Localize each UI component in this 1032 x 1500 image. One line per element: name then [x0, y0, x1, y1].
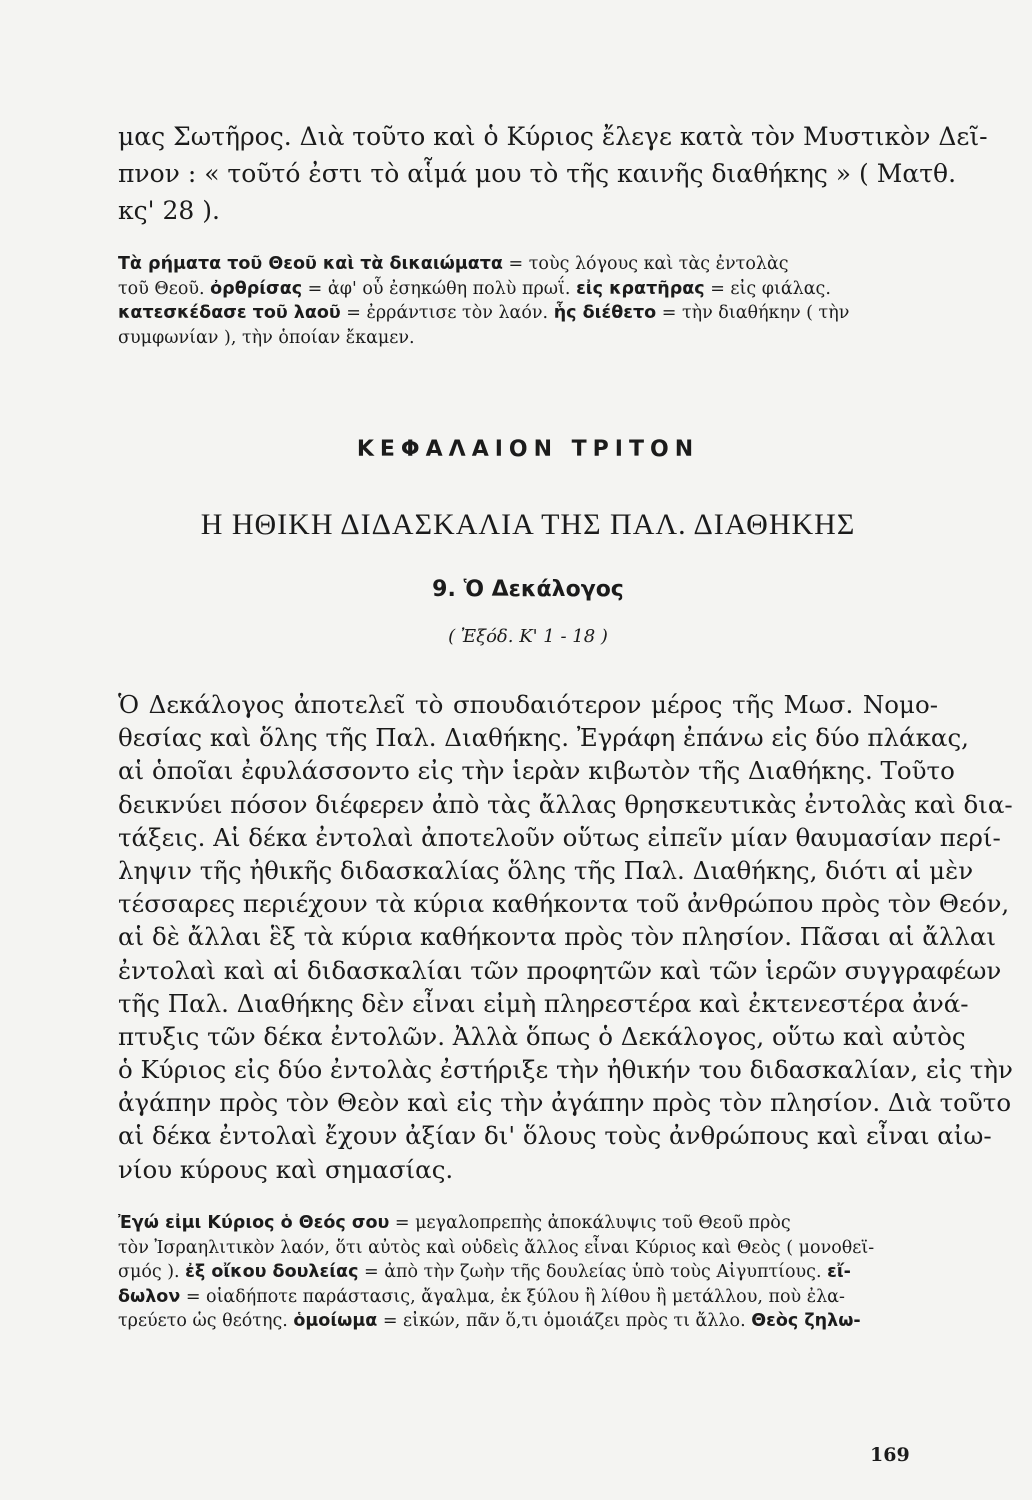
gloss-line: [118, 1236, 938, 1261]
gloss-text: = οἱαδήποτε παράστασις, ἄγαλμα, ἐκ ξύλου ἢ λίθου ἢ μετάλλου, ποὺ ἐλα-: [180, 1286, 845, 1307]
page-number: 169: [870, 1444, 910, 1466]
text-line: πνον : « τοῦτό ἐστι τὸ αἷμά μου τὸ τῆς καινῆς διαθήκης » ( Ματθ.: [118, 159, 957, 188]
gloss-line: [118, 1309, 938, 1334]
chapter-heading: ΚΕΦΑΛΑΙΟΝ ΤΡΙΤΟΝ: [356, 437, 700, 462]
gloss-text: = μεγαλοπρεπὴς ἀποκάλυψις τοῦ Θεοῦ πρὸς: [389, 1213, 791, 1233]
glossary-notes-2: [118, 1211, 938, 1334]
text-line: τέσσαρες περιέχουν τὰ κύρια καθήκοντα τοῦ ἀνθρώπου πρὸς τὸν Θεόν,: [118, 889, 1010, 919]
text-line: αἱ ὁποῖαι ἐφυλάσσοντο εἰς τὴν ἱερὰν κιβωτὸν τῆς Διαθήκης. Τοῦτο: [118, 756, 955, 786]
text-line: Ὁ Δεκάλογος ἀποτελεῖ τὸ σπουδαιότερον μέρος τῆς Μωσ. Νομο-: [118, 690, 938, 719]
main-paragraph: [118, 688, 1013, 1186]
text-line: τάξεις. Αἱ δέκα ἐντολαὶ ἀποτελοῦν οὕτως εἰπεῖν μίαν θαυμασίαν περί-: [118, 822, 1001, 852]
gloss-text: = εἰκών, πᾶν ὅ,τι ὁμοιάζει πρὸς τι ἄλλο.: [377, 1311, 752, 1331]
gloss-text: συμφωνίαν ), τὴν ὁποίαν ἔκαμεν.: [118, 327, 415, 348]
text-line: μας Σωτῆρος. Διὰ τοῦτο καὶ ὁ Κύριος ἔλεγε κατὰ τὸν Μυστικὸν Δεῖ-: [118, 122, 988, 151]
gloss-text: τρεύετο ὡς θεότης.: [118, 1311, 294, 1331]
text-line: θεσίας καὶ ὅλης τῆς Παλ. Διαθήκης. Ἐγράφη ἐπάνω εἰς δύο πλάκας,: [118, 723, 969, 753]
text-line: αἱ δέκα ἐντολαὶ ἔχουν ἀξίαν δι' ὅλους τοὺς ἀνθρώπους καὶ εἶναι αἰω-: [118, 1121, 992, 1151]
text-line: ἐντολαὶ καὶ αἱ διδασκαλίαι τῶν προφητῶν καὶ τῶν ἱερῶν συγγραφέων: [118, 955, 1002, 985]
text-line: αἱ δὲ ἄλλαι ἓξ τὰ κύρια καθήκοντα πρὸς τὸν πλησίον. Πᾶσαι αἱ ἄλλαι: [118, 922, 997, 952]
gloss-text: = ἀπὸ τὴν ζωὴν τῆς δουλείας ὑπὸ τοὺς Αἰγυπτίους.: [358, 1262, 828, 1282]
gloss-text: = ἀφ' οὗ ἐσηκώθη πολὺ πρωΐ.: [302, 278, 577, 299]
gloss-text: τοῦ Θεοῦ.: [118, 278, 211, 299]
text-line: ἀγάπην πρὸς τὸν Θεὸν καὶ εἰς τὴν ἀγάπην πρὸς τὸν πλησίον. Διὰ τοῦτο: [118, 1088, 1012, 1118]
gloss-term: εἴ-: [827, 1262, 851, 1282]
section-reference: ( Ἐξόδ. Κ' 1 - 18 ): [448, 626, 608, 647]
gloss-term: δωλον: [118, 1286, 181, 1307]
text-line: ληψιν τῆς ἠθικῆς διδασκαλίας ὅλης τῆς Παλ. Διαθήκης, διότι αἱ μὲν: [118, 855, 974, 885]
top-paragraph: [118, 118, 988, 229]
gloss-term: ὀρθρίσας: [210, 278, 303, 299]
gloss-term: ὁμοίωμα: [293, 1311, 378, 1331]
gloss-line: [118, 1285, 938, 1310]
text-line: πτυξις τῶν δέκα ἐντολῶν. Ἀλλὰ ὅπως ὁ Δεκάλογος, οὕτω καὶ αὐτὸς: [118, 1021, 966, 1051]
text-line: τῆς Παλ. Διαθήκης δὲν εἶναι εἰμὴ πληρεστέρα καὶ ἐκτενεστέρα ἀνά-: [118, 988, 969, 1018]
gloss-text: = εἰς φιάλας.: [704, 278, 831, 299]
gloss-line: [118, 277, 938, 302]
gloss-line: [118, 301, 938, 326]
gloss-term: ἧς διέθετο: [553, 303, 657, 323]
gloss-text: = ἐρράντισε τὸν λαόν.: [340, 303, 554, 323]
gloss-term: εἰς κρατῆρας: [576, 278, 705, 299]
text-line: κς' 28 ).: [118, 196, 220, 225]
chapter-subtitle: Η ΗΘΙΚΗ ΔΙΔΑΣΚΑΛΙΑ ΤΗΣ ΠΑΛ. ΔΙΑΘΗΚΗΣ: [200, 508, 856, 541]
gloss-term: κατεσκέδασε τοῦ λαοῦ: [118, 303, 341, 323]
text-line: νίου κύρους καὶ σημασίας.: [118, 1154, 454, 1184]
gloss-term: Ἐγώ εἰμι Κύριος ὁ Θεός σου: [118, 1213, 390, 1233]
glossary-notes-1: [118, 252, 938, 350]
gloss-text: = τοὺς λόγους καὶ τὰς ἐντολὰς: [502, 254, 789, 274]
text-line: ὁ Κύριος εἰς δύο ἐντολὰς ἐστήριξε τὴν ἠθικήν του διδασκαλίαν, εἰς τὴν: [118, 1055, 1013, 1085]
gloss-term: ἐξ οἴκου δουλείας: [185, 1262, 359, 1282]
gloss-line: [118, 252, 938, 277]
gloss-line: [118, 326, 938, 351]
gloss-line: [118, 1211, 938, 1236]
section-title: 9. Ὁ Δεκάλογος: [432, 577, 624, 602]
gloss-term: Τὰ ρήματα τοῦ Θεοῦ καὶ τὰ δικαιώματα: [118, 254, 503, 274]
text-line: δεικνύει πόσον διέφερεν ἀπὸ τὰς ἄλλας θρησκευτικὰς ἐντολὰς καὶ δια-: [118, 789, 1013, 819]
gloss-line: [118, 1260, 938, 1285]
gloss-text: σμός ).: [118, 1262, 186, 1282]
gloss-text: τὸν Ἰσραηλιτικὸν λαόν, ὅτι αὐτὸς καὶ οὐδεὶς ἄλλος εἶναι Κύριος καὶ Θεὸς ( μονοθεϊ-: [118, 1237, 875, 1258]
gloss-term: Θεὸς ζηλω-: [751, 1311, 861, 1331]
gloss-text: = τὴν διαθήκην ( τὴν: [656, 303, 850, 323]
